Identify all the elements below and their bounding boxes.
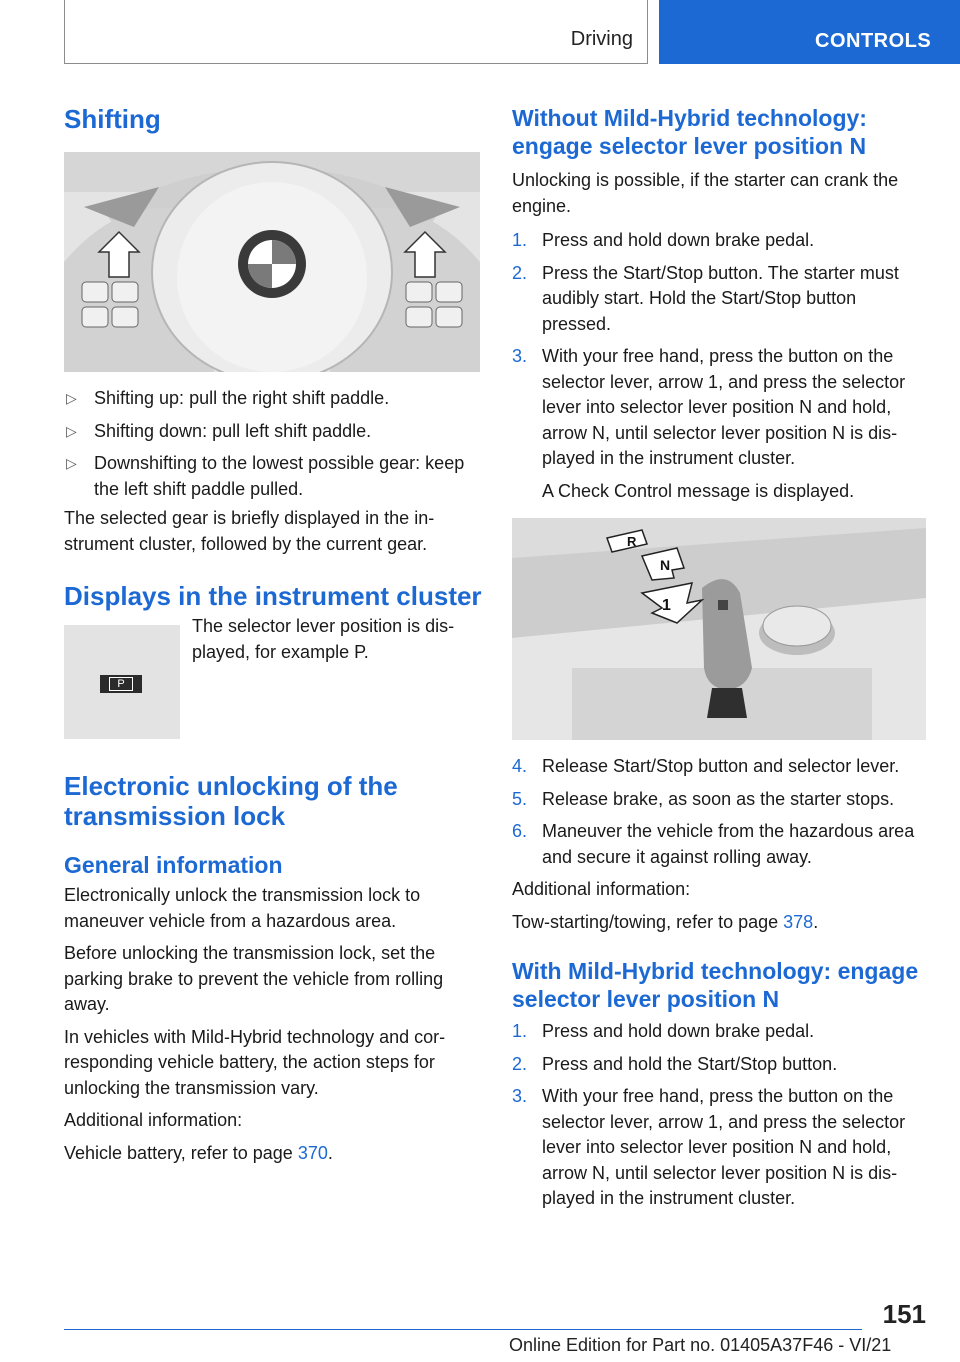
additional-info-label: Additional information: (512, 879, 691, 899)
selector-lever-figure (512, 518, 926, 740)
footer-divider (64, 1329, 862, 1330)
general-info-heading: General information (64, 852, 283, 878)
steering-wheel-figure (64, 152, 480, 372)
list-item: ▷ Downshifting to the lowest possible gear: keep the left shift paddle pulled. (66, 453, 465, 499)
left-column (64, 100, 482, 1173)
list-item: 6. Maneuver the vehicle from the hazardous area and secure it against rolling away. (512, 821, 915, 867)
steps-list-a (512, 228, 928, 472)
list-item: 1. Press and hold down brake pedal. (512, 1021, 815, 1041)
without-intro: Unlocking is possible, if the starter can crank the engine. (512, 170, 899, 216)
list-item: 3. With your free hand, press the button on the selector lever, arrow 1, and press the selector lever into selector lever position N and hold, arrow N, until selector lever position N is dis‐played in the instrument cluster. (512, 346, 906, 468)
list-item: 2. Press and hold the Start/Stop button. (512, 1053, 838, 1074)
list-item: 3. With your free hand, press the button on the selector lever, arrow 1, and press the selector lever into selector lever position N and hold, arrow N, until selector lever position N is dis‐played in the instrument cluster. (512, 1086, 906, 1208)
instrument-display-figure (64, 625, 180, 739)
right-column (512, 100, 928, 1219)
gear-p-icon: P (100, 675, 142, 693)
steps-list-c (512, 1019, 928, 1212)
unlock-heading: Electronic unlocking of the transmission lock (64, 771, 398, 831)
with-mild-hybrid-heading: With Mild-Hybrid technology: engage selector lever position N (512, 958, 919, 1012)
towing-reference: Tow-starting/towing, refer to page 378. (512, 911, 819, 932)
general-paragraph: Before unlocking the transmission lock, set the parking brake to prevent the vehicle from rolling away. (64, 943, 444, 1014)
list-item: 2. Press the Start/Stop button. The starter must audibly start. Hold the Start/Stop button pressed. (512, 262, 899, 334)
shifting-note: The selected gear is briefly displayed in the in‐strument cluster, followed by the current gear. (64, 508, 435, 554)
footer-edition: Online Edition for Part no. 01405A37F46 - VI/21 (509, 1335, 892, 1355)
general-paragraph: In vehicles with Mild-Hybrid technology and cor‐responding vehicle battery, the action steps for unlocking the transmission vary. (64, 1026, 446, 1098)
arrow-n-label: N (660, 557, 671, 573)
list-item: 5. Release brake, as soon as the starter stops. (512, 788, 895, 809)
check-control-note: A Check Control message is displayed. (542, 480, 855, 501)
header-section: Driving (570, 28, 633, 50)
triangle-bullet-icon: ▷ (66, 422, 77, 439)
displays-heading: Displays in the instrument cluster (64, 581, 482, 611)
selector-lever-illustration (512, 518, 926, 740)
steering-wheel-illustration (64, 152, 480, 372)
battery-reference: Vehicle battery, refer to page 370. (64, 1142, 333, 1163)
additional-info-label: Additional information: (64, 1110, 243, 1130)
page-link-378[interactable]: 378 (783, 911, 814, 932)
shifting-list (64, 386, 482, 502)
arrow-1-label: 1 (662, 597, 671, 614)
arrow-r-label: R (627, 534, 637, 549)
without-mild-hybrid-heading: Without Mild-Hybrid technology: engage selector lever position N (512, 105, 867, 159)
list-item: 1. Press and hold down brake pedal. (512, 230, 815, 250)
list-item: ▷ Shifting up: pull the right shift paddle. (64, 386, 482, 412)
general-paragraph: Electronically unlock the transmission lock to maneuver vehicle from a hazardous area. (64, 885, 421, 931)
steps-list-b (512, 754, 928, 870)
shifting-heading: Shifting (64, 104, 161, 134)
list-item: ▷ Shifting down: pull left shift paddle. (64, 419, 482, 445)
header-frame (64, 0, 648, 64)
header-chapter-tab[interactable]: CONTROLS (659, 0, 960, 64)
triangle-bullet-icon: ▷ (66, 390, 77, 406)
triangle-bullet-icon: ▷ (66, 455, 77, 471)
displays-text: The selector lever position is dis‐played, for example P. (192, 616, 455, 662)
page-number: 151 (882, 1299, 926, 1329)
page-link-370[interactable]: 370 (297, 1142, 328, 1163)
display-row (64, 616, 482, 741)
list-item: 4. Release Start/Stop button and selector lever. (512, 756, 900, 776)
